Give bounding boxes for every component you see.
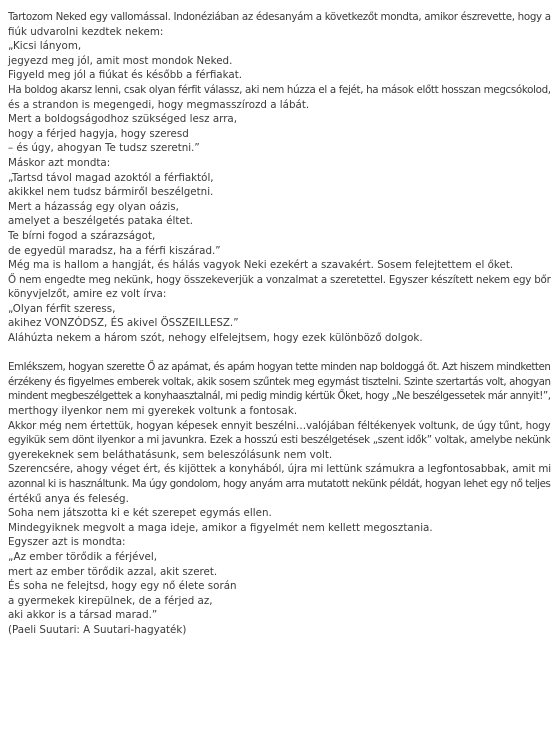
paragraph-memories <box>8 360 556 637</box>
text-line: „Olyan férfit szeress, <box>8 302 116 315</box>
text-line: akikkel nem tudsz bármiről beszélgetni. <box>8 186 214 199</box>
text-line: Akkor még nem értettük, hogyan képesek ennyit beszélni…valójában féltékenyek voltunk, de úgy tűnt, hogy <box>8 419 551 432</box>
text-line: Emlékszem, hogyan szerette Ő az apámat, és apám hogyan tette minden nap boldoggá őt. Azt hiszem mindketten <box>8 361 551 374</box>
text-line: de egyedül maradsz, ha a férfi kiszárad.” <box>8 244 221 257</box>
text-line: a gyermekek kirepülnek, de a férjed az, <box>8 594 213 607</box>
text-line: Egyszer azt is mondta: <box>8 536 126 549</box>
text-line: Mert a házasság egy olyan oázis, <box>8 200 179 213</box>
text-line: Aláhúzta nekem a három szót, nehogy elfelejtsem, hogy ezek különböző dolgok. <box>8 332 423 345</box>
text-line: Te bírni fogod a szárazságot, <box>8 229 156 242</box>
text-line: „Tartsd távol magad azoktól a férfiaktól, <box>8 171 214 184</box>
text-line: Ő nem engedte meg nekünk, hogy összekeverjük a vonzalmat a szeretettel. Egyszer készített nekem egy bőr <box>8 273 551 286</box>
text-line: Szerencsére, ahogy véget ért, és kijöttek a konyhából, újra mi lettünk számukra a legfontosabbak, amit mi <box>8 463 552 476</box>
text-line: Figyeld meg jól a fiúkat és később a férfiakat. <box>8 69 243 82</box>
document-body <box>8 10 556 638</box>
text-line: Ha boldog akarsz lenni, csak olyan férfit válassz, aki nem húzza el a fejét, ha mások előtt hosszan megcsókolod, <box>8 83 551 96</box>
text-line: gyerekeknek sem beláthatásunk, sem beleszólásunk nem volt. <box>8 448 333 461</box>
text-line: „Kicsi lányom, <box>8 40 82 53</box>
text-line: és a strandon is megengedi, hogy megmasszírozd a lábát. <box>8 98 310 111</box>
text-line: fiúk udvarolni kezdtek nekem: <box>8 25 164 38</box>
text-line: könyvjelzőt, amire ez volt írva: <box>8 288 167 301</box>
text-line: hogy a férjed hagyja, hogy szeresd <box>8 127 189 140</box>
text-line: azonnal ki is használtunk. Ma úgy gondolom, hogy anyám arra mutatott nekünk példát, hogyan lehet egy nő teljes <box>8 478 551 490</box>
text-line: Még ma is hallom a hangját, és hálás vagyok Neki ezekért a szavakért. Sosem felejtettem el őket. <box>8 259 514 272</box>
text-line: aki akkor is a társad marad.” <box>8 609 158 622</box>
text-line: jegyezd meg jól, amit most mondok Neked. <box>8 54 233 67</box>
text-line: És soha ne felejtsd, hogy egy nő élete során <box>8 580 237 593</box>
text-line: Mert a boldogságodhoz szükséged lesz arra, <box>8 113 238 126</box>
text-line: egyikük sem dönt ilyenkor a mi javunkra. Ezek a hosszú esti beszélgetések „szent idők” voltak, amelybe nekünk <box>8 434 551 447</box>
text-line: értékű anya és feleség. <box>8 492 129 505</box>
paragraph-confession <box>8 10 556 346</box>
text-line: érzékeny és figyelmes emberek voltak, akik sosem szűntek meg egymást tisztelni. Szinte szertartás volt, ahogyan <box>8 375 551 388</box>
text-line: Máskor azt mondta: <box>8 156 111 169</box>
text-line: mert az ember törődik azzal, akit szeret. <box>8 565 218 578</box>
text-line: „Az ember törődik a férjével, <box>8 550 158 563</box>
text-line: mindent megbeszélgettek a konyhaasztalnál, mi pedig mindig kértük Őket, hogy „Ne beszélgessetek már annyit!”, <box>8 390 551 403</box>
text-line: amelyet a beszélgetés pataka éltet. <box>8 215 194 228</box>
text-line: Mindegyiknek megvolt a maga ideje, amikor a figyelmét nem kellett megosztania. <box>8 521 433 534</box>
text-line: (Paeli Suutari: A Suutari-hagyaték) <box>8 623 187 636</box>
text-line: merthogy ilyenkor nem mi gyerekek voltunk a fontosak. <box>8 405 298 418</box>
text-line: akihez VONZÓDSZ, ÉS akivel ÖSSZEILLESZ.” <box>8 317 239 330</box>
paragraph-spacer <box>8 346 556 361</box>
text-line: – és úgy, ahogyan Te tudsz szeretni.” <box>8 142 200 155</box>
text-line: Soha nem játszotta ki e két szerepet egymás ellen. <box>8 507 272 520</box>
text-line: Tartozom Neked egy vallomással. Indonéziában az édesanyám a következőt mondta, amikor észrevette, hogy a <box>8 11 551 23</box>
